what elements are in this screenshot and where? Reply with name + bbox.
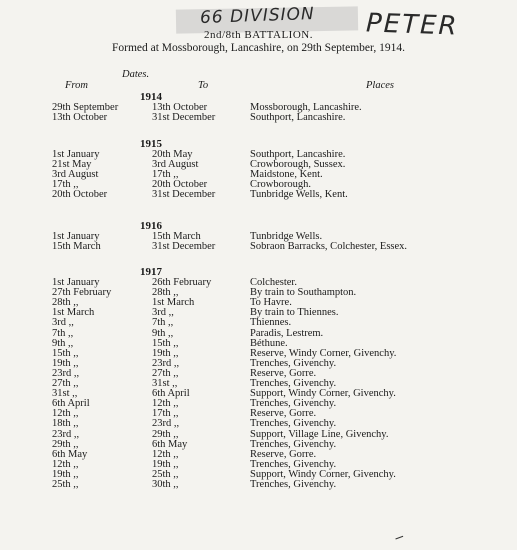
- from-date-cell: 19th ,,: [52, 357, 79, 369]
- from-date-cell: 17th ,,: [52, 179, 79, 191]
- to-date-cell: 25th ,,: [152, 468, 179, 480]
- to-date-cell: 31st December: [152, 241, 216, 253]
- place-cell: Southport, Lancashire.: [250, 149, 346, 160]
- to-date-cell: 13th October: [152, 102, 208, 113]
- from-date-cell: 6th May: [52, 448, 88, 460]
- place-cell: Trenches, Givenchy.: [250, 398, 337, 410]
- place-cell: Trenches, Givenchy.: [250, 357, 337, 369]
- from-date-cell: 20th October: [52, 189, 108, 201]
- place-cell: Maidstone, Kent.: [250, 169, 323, 181]
- from-date-cell: 27th ,,: [52, 378, 79, 389]
- place-cell: To Havre.: [250, 297, 292, 309]
- place-cell: Southport, Lancashire.: [250, 112, 346, 124]
- place-cell: Béthune.: [250, 337, 288, 349]
- place-cell: Trenches, Givenchy.: [250, 458, 337, 470]
- place-cell: Crowborough, Sussex.: [250, 159, 346, 171]
- to-date-cell: 17th ,,: [152, 169, 179, 181]
- from-heading: From: [65, 80, 88, 91]
- from-date-cell: 1st January: [52, 149, 100, 160]
- place-cell: Thiennes.: [250, 317, 292, 329]
- handwritten-division: 66 DIVISION: [199, 4, 316, 28]
- from-date-cell: 3rd ,,: [52, 317, 74, 329]
- from-date-cell: 7th ,,: [52, 327, 74, 339]
- from-date-cell: 19th ,,: [52, 468, 79, 480]
- from-date-cell: 27th February: [52, 287, 112, 299]
- place-cell: Sobraon Barracks, Colchester, Essex.: [250, 241, 408, 253]
- from-date-cell: 1st March: [52, 307, 95, 319]
- to-date-cell: 19th ,,: [152, 458, 179, 470]
- handwritten-name: PETER: [365, 8, 459, 42]
- place-cell: Trenches, Givenchy.: [250, 378, 337, 389]
- from-date-cell: 9th ,,: [52, 337, 74, 349]
- to-date-cell: 27th ,,: [152, 367, 179, 379]
- to-date-cell: 23rd ,,: [152, 418, 180, 430]
- to-date-cell: 20th May: [152, 149, 193, 160]
- to-date-cell: 20th October: [152, 179, 208, 191]
- to-date-cell: 6th May: [152, 438, 188, 450]
- place-cell: Tunbridge Wells, Kent.: [250, 189, 348, 201]
- from-date-cell: 23rd ,,: [52, 367, 80, 379]
- to-date-cell: 31st December: [152, 112, 216, 124]
- from-date-cell: 23rd ,,: [52, 428, 80, 440]
- to-date-cell: 15th ,,: [152, 337, 179, 349]
- from-date-cell: 31st ,,: [52, 388, 78, 400]
- to-date-cell: 3rd ,,: [152, 307, 174, 319]
- place-cell: Support, Village Line, Givenchy.: [250, 428, 389, 440]
- from-date-cell: 15th ,,: [52, 347, 79, 359]
- to-date-cell: 23rd ,,: [152, 357, 180, 369]
- from-date-cell: 15th March: [52, 241, 101, 253]
- to-date-cell: 31st ,,: [152, 378, 178, 389]
- from-date-cell: 29th September: [52, 102, 119, 113]
- from-date-cell: 29th ,,: [52, 438, 79, 450]
- to-date-cell: 12th ,,: [152, 448, 179, 460]
- place-cell: By train to Thiennes.: [250, 307, 339, 319]
- place-cell: Reserve, Windy Corner, Givenchy.: [250, 347, 397, 359]
- from-date-cell: 1st January: [52, 231, 100, 242]
- from-date-cell: 18th ,,: [52, 418, 79, 430]
- place-cell: Trenches, Givenchy.: [250, 418, 337, 430]
- place-cell: By train to Southampton.: [250, 287, 357, 299]
- pen-mark: [395, 536, 404, 543]
- from-date-cell: 3rd August: [52, 169, 99, 181]
- to-date-cell: 15th March: [152, 231, 201, 242]
- from-date-cell: 6th April: [52, 398, 90, 410]
- place-cell: Reserve, Gorre.: [250, 367, 317, 379]
- to-date-cell: 6th April: [152, 388, 190, 400]
- to-date-cell: 29th ,,: [152, 428, 179, 440]
- year-heading: 1916: [140, 220, 162, 232]
- itinerary-row: [0, 479, 517, 490]
- formed-line: Formed at Mossborough, Lancashire, on 29th September, 1914.: [111, 42, 406, 54]
- from-date-cell: 13th October: [52, 112, 108, 124]
- year-heading: 1915: [140, 138, 162, 150]
- to-date-cell: 26th February: [152, 277, 212, 288]
- to-date-cell: 1st March: [152, 297, 195, 309]
- place-cell: Support, Windy Corner, Givenchy.: [250, 468, 396, 480]
- dates-heading: Dates.: [122, 69, 150, 80]
- place-cell: Tunbridge Wells.: [250, 231, 323, 242]
- place-cell: Support, Windy Corner, Givenchy.: [250, 388, 396, 400]
- from-date-cell: 12th ,,: [52, 408, 79, 420]
- from-date-cell: 1st January: [52, 277, 100, 288]
- to-date-cell: 28th ,,: [152, 287, 179, 299]
- place-cell: Paradis, Lestrem.: [250, 327, 324, 339]
- from-date-cell: 12th ,,: [52, 458, 79, 470]
- place-cell: Mossborough, Lancashire.: [250, 102, 362, 113]
- itinerary-row: [0, 241, 517, 252]
- to-heading: To: [198, 80, 209, 91]
- itinerary-row: [0, 112, 517, 123]
- to-date-cell: 19th ,,: [152, 347, 179, 359]
- to-date-cell: 3rd August: [152, 159, 199, 171]
- from-date-cell: 28th ,,: [52, 297, 79, 309]
- place-cell: Trenches, Givenchy.: [250, 438, 337, 450]
- place-cell: Trenches, Givenchy.: [250, 479, 337, 490]
- year-heading: 1917: [140, 266, 162, 278]
- to-date-cell: 30th ,,: [152, 479, 179, 490]
- places-heading: Places: [366, 80, 394, 91]
- from-date-cell: 25th ,,: [52, 479, 79, 490]
- year-heading: 1914: [140, 91, 162, 103]
- to-date-cell: 17th ,,: [152, 408, 179, 420]
- from-date-cell: 21st May: [52, 159, 92, 171]
- to-date-cell: 7th ,,: [152, 317, 174, 329]
- place-cell: Crowborough.: [250, 179, 311, 191]
- to-date-cell: 9th ,,: [152, 327, 174, 339]
- to-date-cell: 31st December: [152, 189, 216, 201]
- to-date-cell: 12th ,,: [152, 398, 179, 410]
- itinerary-row: [0, 189, 517, 200]
- place-cell: Colchester.: [250, 277, 297, 288]
- battalion-heading: 2nd/8th BATTALION.: [204, 29, 313, 41]
- place-cell: Reserve, Gorre.: [250, 448, 317, 460]
- place-cell: Reserve, Gorre.: [250, 408, 317, 420]
